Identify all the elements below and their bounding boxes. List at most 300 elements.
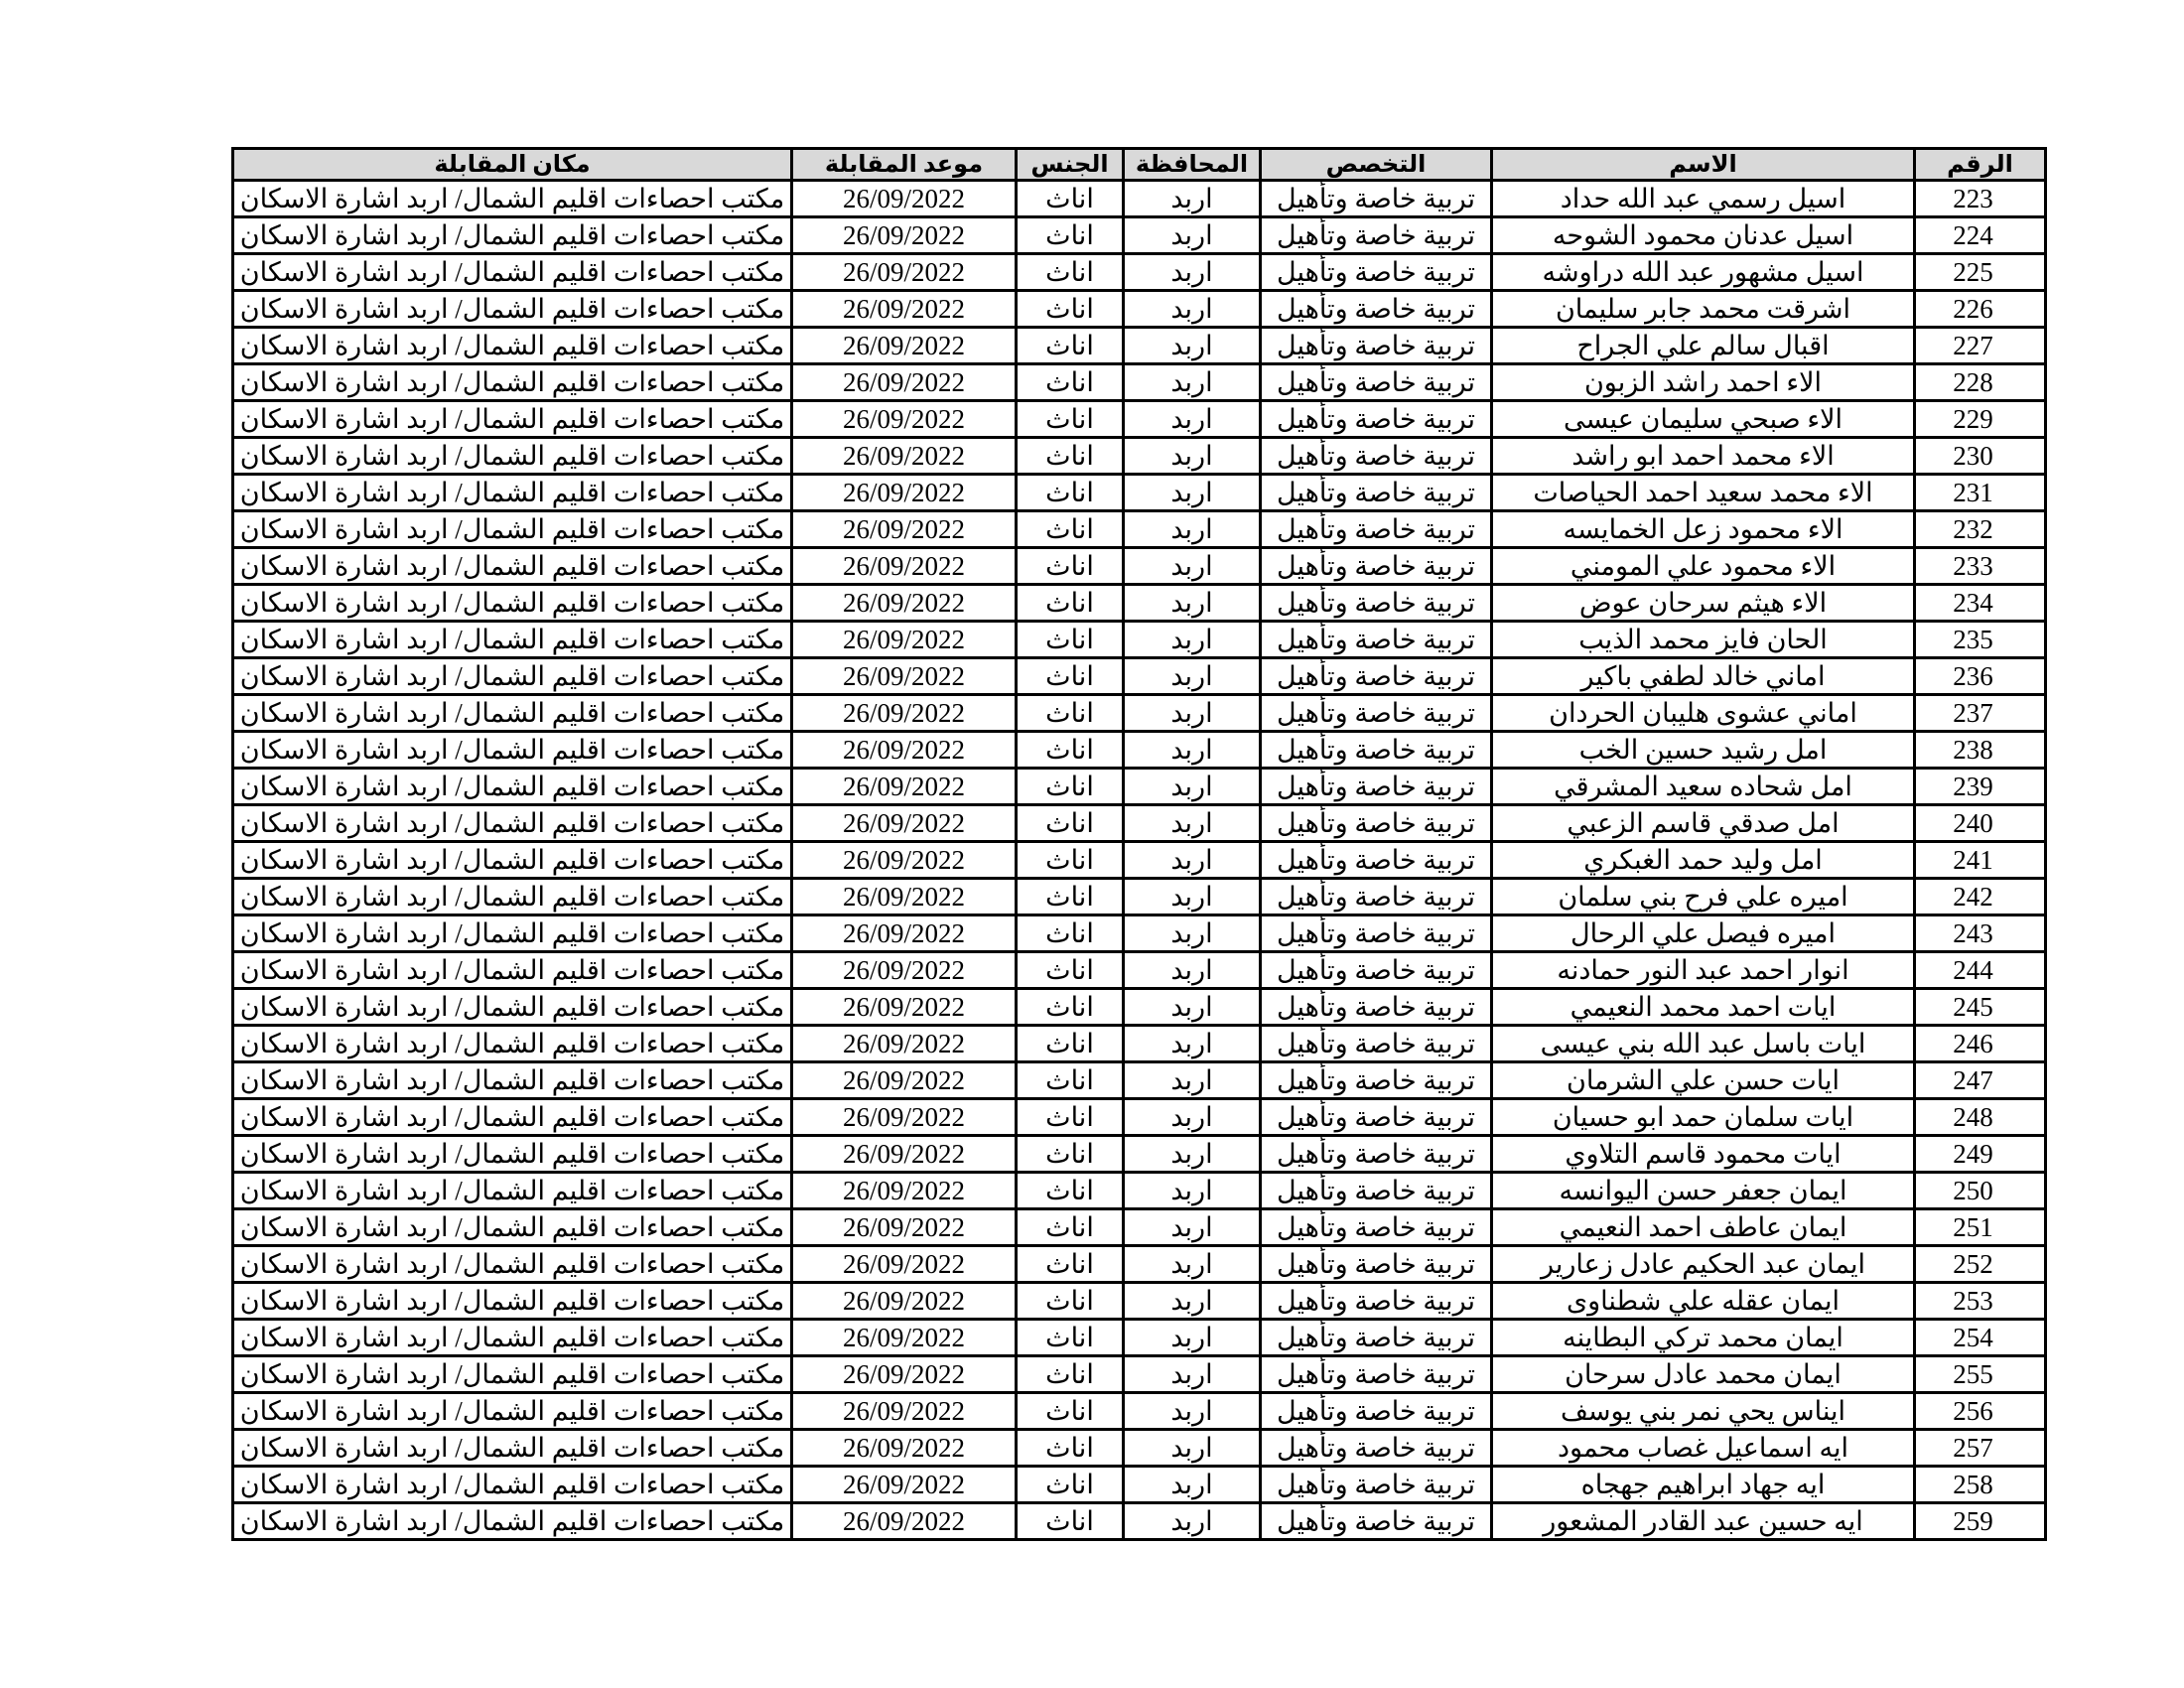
cell-date: 26/09/2022 bbox=[792, 1099, 1017, 1136]
table-row bbox=[233, 511, 2046, 548]
cell-date: 26/09/2022 bbox=[792, 328, 1017, 364]
cell-place: مكتب احصاءات اقليم الشمال/ اربد اشارة الاسكان bbox=[233, 1246, 792, 1283]
cell-governorate: اربد bbox=[1124, 879, 1261, 915]
cell-specialization: تربية خاصة وتأهيل bbox=[1261, 548, 1492, 585]
table-row bbox=[233, 1283, 2046, 1320]
cell-name: ايات حسن علي الشرمان bbox=[1492, 1062, 1915, 1099]
cell-place: مكتب احصاءات اقليم الشمال/ اربد اشارة الاسكان bbox=[233, 1209, 792, 1246]
cell-name: اشرقت محمد جابر سليمان bbox=[1492, 291, 1915, 328]
cell-number: 232 bbox=[1915, 511, 2046, 548]
cell-governorate: اربد bbox=[1124, 769, 1261, 805]
cell-name: اماني عشوى هليبان الحردان bbox=[1492, 695, 1915, 732]
cell-place: مكتب احصاءات اقليم الشمال/ اربد اشارة الاسكان bbox=[233, 732, 792, 769]
cell-gender: اناث bbox=[1017, 1320, 1124, 1356]
cell-date: 26/09/2022 bbox=[792, 1283, 1017, 1320]
table-row bbox=[233, 401, 2046, 438]
cell-name: الاء محمد سعيد احمد الحياصات bbox=[1492, 475, 1915, 511]
cell-governorate: اربد bbox=[1124, 952, 1261, 989]
cell-governorate: اربد bbox=[1124, 511, 1261, 548]
cell-place: مكتب احصاءات اقليم الشمال/ اربد اشارة الاسكان bbox=[233, 1136, 792, 1173]
cell-name: ايه حسين عبد القادر المشعور bbox=[1492, 1503, 1915, 1540]
cell-gender: اناث bbox=[1017, 989, 1124, 1026]
cell-governorate: اربد bbox=[1124, 1320, 1261, 1356]
cell-name: ايمان محمد تركي البطاينه bbox=[1492, 1320, 1915, 1356]
header-cell-number: الرقم bbox=[1915, 149, 2046, 181]
cell-number: 244 bbox=[1915, 952, 2046, 989]
cell-number: 239 bbox=[1915, 769, 2046, 805]
table-row bbox=[233, 1062, 2046, 1099]
cell-name: امل شحاده سعيد المشرقي bbox=[1492, 769, 1915, 805]
cell-governorate: اربد bbox=[1124, 1430, 1261, 1467]
cell-gender: اناث bbox=[1017, 1430, 1124, 1467]
cell-gender: اناث bbox=[1017, 1173, 1124, 1209]
cell-name: ايمان جعفر حسن اليوانسه bbox=[1492, 1173, 1915, 1209]
cell-place: مكتب احصاءات اقليم الشمال/ اربد اشارة الاسكان bbox=[233, 254, 792, 291]
cell-place: مكتب احصاءات اقليم الشمال/ اربد اشارة الاسكان bbox=[233, 695, 792, 732]
cell-specialization: تربية خاصة وتأهيل bbox=[1261, 254, 1492, 291]
table-row bbox=[233, 217, 2046, 254]
cell-number: 248 bbox=[1915, 1099, 2046, 1136]
cell-number: 227 bbox=[1915, 328, 2046, 364]
cell-number: 253 bbox=[1915, 1283, 2046, 1320]
cell-specialization: تربية خاصة وتأهيل bbox=[1261, 842, 1492, 879]
header-cell-name: الاسم bbox=[1492, 149, 1915, 181]
cell-date: 26/09/2022 bbox=[792, 1320, 1017, 1356]
cell-specialization: تربية خاصة وتأهيل bbox=[1261, 1026, 1492, 1062]
cell-date: 26/09/2022 bbox=[792, 364, 1017, 401]
cell-place: مكتب احصاءات اقليم الشمال/ اربد اشارة الاسكان bbox=[233, 879, 792, 915]
cell-gender: اناث bbox=[1017, 438, 1124, 475]
header-cell-specialization: التخصص bbox=[1261, 149, 1492, 181]
cell-governorate: اربد bbox=[1124, 622, 1261, 658]
cell-name: ايه اسماعيل غصاب محمود bbox=[1492, 1430, 1915, 1467]
cell-place: مكتب احصاءات اقليم الشمال/ اربد اشارة الاسكان bbox=[233, 805, 792, 842]
cell-specialization: تربية خاصة وتأهيل bbox=[1261, 438, 1492, 475]
table-row bbox=[233, 915, 2046, 952]
candidates-table bbox=[231, 147, 2047, 1541]
cell-date: 26/09/2022 bbox=[792, 511, 1017, 548]
cell-specialization: تربية خاصة وتأهيل bbox=[1261, 1209, 1492, 1246]
cell-specialization: تربية خاصة وتأهيل bbox=[1261, 401, 1492, 438]
cell-place: مكتب احصاءات اقليم الشمال/ اربد اشارة الاسكان bbox=[233, 181, 792, 217]
cell-date: 26/09/2022 bbox=[792, 658, 1017, 695]
cell-place: مكتب احصاءات اقليم الشمال/ اربد اشارة الاسكان bbox=[233, 842, 792, 879]
cell-date: 26/09/2022 bbox=[792, 842, 1017, 879]
cell-name: ايمان محمد عادل سرحان bbox=[1492, 1356, 1915, 1393]
cell-name: امل رشيد حسين الخب bbox=[1492, 732, 1915, 769]
table-row bbox=[233, 475, 2046, 511]
cell-specialization: تربية خاصة وتأهيل bbox=[1261, 1320, 1492, 1356]
table-row bbox=[233, 879, 2046, 915]
table-row bbox=[233, 1026, 2046, 1062]
cell-governorate: اربد bbox=[1124, 364, 1261, 401]
cell-gender: اناث bbox=[1017, 842, 1124, 879]
cell-governorate: اربد bbox=[1124, 732, 1261, 769]
cell-place: مكتب احصاءات اقليم الشمال/ اربد اشارة الاسكان bbox=[233, 1173, 792, 1209]
cell-governorate: اربد bbox=[1124, 1026, 1261, 1062]
cell-date: 26/09/2022 bbox=[792, 769, 1017, 805]
cell-gender: اناث bbox=[1017, 511, 1124, 548]
table-row bbox=[233, 622, 2046, 658]
cell-governorate: اربد bbox=[1124, 438, 1261, 475]
cell-governorate: اربد bbox=[1124, 585, 1261, 622]
cell-governorate: اربد bbox=[1124, 1246, 1261, 1283]
cell-number: 259 bbox=[1915, 1503, 2046, 1540]
cell-place: مكتب احصاءات اقليم الشمال/ اربد اشارة الاسكان bbox=[233, 622, 792, 658]
cell-specialization: تربية خاصة وتأهيل bbox=[1261, 622, 1492, 658]
cell-date: 26/09/2022 bbox=[792, 695, 1017, 732]
cell-date: 26/09/2022 bbox=[792, 1393, 1017, 1430]
cell-date: 26/09/2022 bbox=[792, 401, 1017, 438]
cell-date: 26/09/2022 bbox=[792, 1246, 1017, 1283]
cell-specialization: تربية خاصة وتأهيل bbox=[1261, 364, 1492, 401]
cell-number: 225 bbox=[1915, 254, 2046, 291]
table-row bbox=[233, 658, 2046, 695]
table-row bbox=[233, 805, 2046, 842]
cell-number: 255 bbox=[1915, 1356, 2046, 1393]
cell-name: اسيل رسمي عبد الله حداد bbox=[1492, 181, 1915, 217]
cell-gender: اناث bbox=[1017, 548, 1124, 585]
cell-name: ايات باسل عبد الله بني عيسى bbox=[1492, 1026, 1915, 1062]
table-row bbox=[233, 254, 2046, 291]
cell-specialization: تربية خاصة وتأهيل bbox=[1261, 181, 1492, 217]
cell-name: اماني خالد لطفي باكير bbox=[1492, 658, 1915, 695]
cell-name: انوار احمد عبد النور حمادنه bbox=[1492, 952, 1915, 989]
cell-place: مكتب احصاءات اقليم الشمال/ اربد اشارة الاسكان bbox=[233, 1320, 792, 1356]
table-row bbox=[233, 364, 2046, 401]
table-row bbox=[233, 585, 2046, 622]
cell-place: مكتب احصاءات اقليم الشمال/ اربد اشارة الاسكان bbox=[233, 291, 792, 328]
cell-gender: اناث bbox=[1017, 952, 1124, 989]
cell-name: ايناس يحي نمر بني يوسف bbox=[1492, 1393, 1915, 1430]
cell-date: 26/09/2022 bbox=[792, 622, 1017, 658]
cell-number: 226 bbox=[1915, 291, 2046, 328]
cell-specialization: تربية خاصة وتأهيل bbox=[1261, 1467, 1492, 1503]
cell-place: مكتب احصاءات اقليم الشمال/ اربد اشارة الاسكان bbox=[233, 401, 792, 438]
cell-specialization: تربية خاصة وتأهيل bbox=[1261, 915, 1492, 952]
cell-gender: اناث bbox=[1017, 364, 1124, 401]
cell-gender: اناث bbox=[1017, 1136, 1124, 1173]
cell-number: 241 bbox=[1915, 842, 2046, 879]
cell-gender: اناث bbox=[1017, 732, 1124, 769]
cell-gender: اناث bbox=[1017, 181, 1124, 217]
cell-date: 26/09/2022 bbox=[792, 254, 1017, 291]
cell-specialization: تربية خاصة وتأهيل bbox=[1261, 328, 1492, 364]
cell-specialization: تربية خاصة وتأهيل bbox=[1261, 1173, 1492, 1209]
header-cell-place: مكان المقابلة bbox=[233, 149, 792, 181]
table-row bbox=[233, 181, 2046, 217]
table-row bbox=[233, 842, 2046, 879]
cell-name: اسيل مشهور عبد الله دراوشه bbox=[1492, 254, 1915, 291]
cell-gender: اناث bbox=[1017, 475, 1124, 511]
cell-gender: اناث bbox=[1017, 585, 1124, 622]
cell-place: مكتب احصاءات اقليم الشمال/ اربد اشارة الاسكان bbox=[233, 585, 792, 622]
cell-number: 256 bbox=[1915, 1393, 2046, 1430]
cell-date: 26/09/2022 bbox=[792, 1356, 1017, 1393]
cell-specialization: تربية خاصة وتأهيل bbox=[1261, 732, 1492, 769]
cell-governorate: اربد bbox=[1124, 1283, 1261, 1320]
cell-specialization: تربية خاصة وتأهيل bbox=[1261, 952, 1492, 989]
table-row bbox=[233, 1356, 2046, 1393]
cell-place: مكتب احصاءات اقليم الشمال/ اربد اشارة الاسكان bbox=[233, 1356, 792, 1393]
cell-place: مكتب احصاءات اقليم الشمال/ اربد اشارة الاسكان bbox=[233, 1099, 792, 1136]
cell-specialization: تربية خاصة وتأهيل bbox=[1261, 769, 1492, 805]
cell-place: مكتب احصاءات اقليم الشمال/ اربد اشارة الاسكان bbox=[233, 548, 792, 585]
cell-gender: اناث bbox=[1017, 1246, 1124, 1283]
cell-specialization: تربية خاصة وتأهيل bbox=[1261, 1283, 1492, 1320]
cell-date: 26/09/2022 bbox=[792, 1173, 1017, 1209]
cell-specialization: تربية خاصة وتأهيل bbox=[1261, 1099, 1492, 1136]
cell-gender: اناث bbox=[1017, 695, 1124, 732]
cell-gender: اناث bbox=[1017, 1393, 1124, 1430]
cell-specialization: تربية خاصة وتأهيل bbox=[1261, 511, 1492, 548]
cell-gender: اناث bbox=[1017, 1209, 1124, 1246]
cell-date: 26/09/2022 bbox=[792, 989, 1017, 1026]
table-row bbox=[233, 328, 2046, 364]
cell-place: مكتب احصاءات اقليم الشمال/ اربد اشارة الاسكان bbox=[233, 1430, 792, 1467]
cell-name: الاء هيثم سرحان عوض bbox=[1492, 585, 1915, 622]
cell-gender: اناث bbox=[1017, 328, 1124, 364]
cell-specialization: تربية خاصة وتأهيل bbox=[1261, 989, 1492, 1026]
cell-gender: اناث bbox=[1017, 1062, 1124, 1099]
cell-specialization: تربية خاصة وتأهيل bbox=[1261, 879, 1492, 915]
cell-place: مكتب احصاءات اقليم الشمال/ اربد اشارة الاسكان bbox=[233, 475, 792, 511]
cell-date: 26/09/2022 bbox=[792, 1062, 1017, 1099]
cell-name: ايه جهاد ابراهيم جهجاه bbox=[1492, 1467, 1915, 1503]
cell-number: 234 bbox=[1915, 585, 2046, 622]
cell-governorate: اربد bbox=[1124, 217, 1261, 254]
cell-gender: اناث bbox=[1017, 1503, 1124, 1540]
cell-governorate: اربد bbox=[1124, 1099, 1261, 1136]
table-row bbox=[233, 989, 2046, 1026]
table-row bbox=[233, 1173, 2046, 1209]
cell-gender: اناث bbox=[1017, 915, 1124, 952]
cell-number: 246 bbox=[1915, 1026, 2046, 1062]
cell-date: 26/09/2022 bbox=[792, 732, 1017, 769]
cell-place: مكتب احصاءات اقليم الشمال/ اربد اشارة الاسكان bbox=[233, 1393, 792, 1430]
cell-name: ايمان عاطف احمد النعيمي bbox=[1492, 1209, 1915, 1246]
cell-specialization: تربية خاصة وتأهيل bbox=[1261, 805, 1492, 842]
cell-specialization: تربية خاصة وتأهيل bbox=[1261, 695, 1492, 732]
cell-date: 26/09/2022 bbox=[792, 1026, 1017, 1062]
cell-name: اسيل عدنان محمود الشوحه bbox=[1492, 217, 1915, 254]
cell-date: 26/09/2022 bbox=[792, 1467, 1017, 1503]
cell-number: 252 bbox=[1915, 1246, 2046, 1283]
cell-governorate: اربد bbox=[1124, 475, 1261, 511]
cell-governorate: اربد bbox=[1124, 548, 1261, 585]
cell-name: ايات محمود قاسم التلاوي bbox=[1492, 1136, 1915, 1173]
cell-date: 26/09/2022 bbox=[792, 1136, 1017, 1173]
cell-gender: اناث bbox=[1017, 291, 1124, 328]
cell-gender: اناث bbox=[1017, 1283, 1124, 1320]
cell-governorate: اربد bbox=[1124, 1173, 1261, 1209]
table-row bbox=[233, 1320, 2046, 1356]
cell-place: مكتب احصاءات اقليم الشمال/ اربد اشارة الاسكان bbox=[233, 915, 792, 952]
cell-number: 238 bbox=[1915, 732, 2046, 769]
cell-date: 26/09/2022 bbox=[792, 1209, 1017, 1246]
cell-specialization: تربية خاصة وتأهيل bbox=[1261, 658, 1492, 695]
table-row bbox=[233, 1209, 2046, 1246]
cell-number: 242 bbox=[1915, 879, 2046, 915]
cell-date: 26/09/2022 bbox=[792, 291, 1017, 328]
cell-specialization: تربية خاصة وتأهيل bbox=[1261, 1430, 1492, 1467]
cell-date: 26/09/2022 bbox=[792, 585, 1017, 622]
table-row bbox=[233, 1099, 2046, 1136]
cell-gender: اناث bbox=[1017, 879, 1124, 915]
cell-gender: اناث bbox=[1017, 1099, 1124, 1136]
cell-place: مكتب احصاءات اقليم الشمال/ اربد اشارة الاسكان bbox=[233, 1062, 792, 1099]
table-row bbox=[233, 1503, 2046, 1540]
cell-specialization: تربية خاصة وتأهيل bbox=[1261, 585, 1492, 622]
header-cell-governorate: المحافظة bbox=[1124, 149, 1261, 181]
table-row bbox=[233, 769, 2046, 805]
cell-place: مكتب احصاءات اقليم الشمال/ اربد اشارة الاسكان bbox=[233, 1026, 792, 1062]
cell-governorate: اربد bbox=[1124, 1209, 1261, 1246]
cell-date: 26/09/2022 bbox=[792, 915, 1017, 952]
cell-governorate: اربد bbox=[1124, 1503, 1261, 1540]
cell-governorate: اربد bbox=[1124, 401, 1261, 438]
cell-number: 235 bbox=[1915, 622, 2046, 658]
cell-date: 26/09/2022 bbox=[792, 1430, 1017, 1467]
cell-place: مكتب احصاءات اقليم الشمال/ اربد اشارة الاسكان bbox=[233, 217, 792, 254]
header-cell-gender: الجنس bbox=[1017, 149, 1124, 181]
cell-date: 26/09/2022 bbox=[792, 181, 1017, 217]
cell-date: 26/09/2022 bbox=[792, 438, 1017, 475]
cell-governorate: اربد bbox=[1124, 989, 1261, 1026]
table-row bbox=[233, 1136, 2046, 1173]
cell-name: ايمان عبد الحكيم عادل زعارير bbox=[1492, 1246, 1915, 1283]
table-row bbox=[233, 1430, 2046, 1467]
cell-number: 230 bbox=[1915, 438, 2046, 475]
cell-number: 254 bbox=[1915, 1320, 2046, 1356]
cell-number: 258 bbox=[1915, 1467, 2046, 1503]
cell-governorate: اربد bbox=[1124, 1467, 1261, 1503]
cell-number: 229 bbox=[1915, 401, 2046, 438]
cell-governorate: اربد bbox=[1124, 695, 1261, 732]
table-row bbox=[233, 695, 2046, 732]
cell-gender: اناث bbox=[1017, 658, 1124, 695]
cell-name: اميره فيصل علي الرحال bbox=[1492, 915, 1915, 952]
cell-governorate: اربد bbox=[1124, 805, 1261, 842]
cell-date: 26/09/2022 bbox=[792, 475, 1017, 511]
cell-specialization: تربية خاصة وتأهيل bbox=[1261, 475, 1492, 511]
table-header-row bbox=[233, 149, 2046, 181]
table-body bbox=[233, 181, 2046, 1540]
cell-name: امل صدقي قاسم الزعبي bbox=[1492, 805, 1915, 842]
cell-number: 247 bbox=[1915, 1062, 2046, 1099]
cell-date: 26/09/2022 bbox=[792, 217, 1017, 254]
cell-place: مكتب احصاءات اقليم الشمال/ اربد اشارة الاسكان bbox=[233, 1283, 792, 1320]
cell-governorate: اربد bbox=[1124, 1136, 1261, 1173]
cell-number: 224 bbox=[1915, 217, 2046, 254]
cell-name: اقبال سالم علي الجراح bbox=[1492, 328, 1915, 364]
cell-number: 223 bbox=[1915, 181, 2046, 217]
cell-date: 26/09/2022 bbox=[792, 548, 1017, 585]
cell-specialization: تربية خاصة وتأهيل bbox=[1261, 1393, 1492, 1430]
cell-specialization: تربية خاصة وتأهيل bbox=[1261, 1246, 1492, 1283]
cell-name: اميره علي فرح بني سلمان bbox=[1492, 879, 1915, 915]
cell-specialization: تربية خاصة وتأهيل bbox=[1261, 217, 1492, 254]
cell-place: مكتب احصاءات اقليم الشمال/ اربد اشارة الاسكان bbox=[233, 328, 792, 364]
cell-gender: اناث bbox=[1017, 217, 1124, 254]
cell-number: 237 bbox=[1915, 695, 2046, 732]
cell-date: 26/09/2022 bbox=[792, 805, 1017, 842]
cell-number: 257 bbox=[1915, 1430, 2046, 1467]
table-row bbox=[233, 1246, 2046, 1283]
cell-governorate: اربد bbox=[1124, 181, 1261, 217]
cell-place: مكتب احصاءات اقليم الشمال/ اربد اشارة الاسكان bbox=[233, 364, 792, 401]
cell-number: 233 bbox=[1915, 548, 2046, 585]
cell-number: 250 bbox=[1915, 1173, 2046, 1209]
cell-specialization: تربية خاصة وتأهيل bbox=[1261, 1503, 1492, 1540]
cell-place: مكتب احصاءات اقليم الشمال/ اربد اشارة الاسكان bbox=[233, 511, 792, 548]
cell-place: مكتب احصاءات اقليم الشمال/ اربد اشارة الاسكان bbox=[233, 769, 792, 805]
cell-date: 26/09/2022 bbox=[792, 952, 1017, 989]
cell-gender: اناث bbox=[1017, 401, 1124, 438]
cell-date: 26/09/2022 bbox=[792, 1503, 1017, 1540]
cell-place: مكتب احصاءات اقليم الشمال/ اربد اشارة الاسكان bbox=[233, 658, 792, 695]
cell-gender: اناث bbox=[1017, 622, 1124, 658]
cell-governorate: اربد bbox=[1124, 842, 1261, 879]
cell-number: 245 bbox=[1915, 989, 2046, 1026]
cell-gender: اناث bbox=[1017, 254, 1124, 291]
cell-number: 236 bbox=[1915, 658, 2046, 695]
cell-gender: اناث bbox=[1017, 1026, 1124, 1062]
cell-date: 26/09/2022 bbox=[792, 879, 1017, 915]
cell-specialization: تربية خاصة وتأهيل bbox=[1261, 1062, 1492, 1099]
table-row bbox=[233, 1467, 2046, 1503]
cell-name: ايات سلمان حمد ابو حسيان bbox=[1492, 1099, 1915, 1136]
header-cell-date: موعد المقابلة bbox=[792, 149, 1017, 181]
cell-gender: اناث bbox=[1017, 805, 1124, 842]
cell-name: ايمان عقله علي شطناوى bbox=[1492, 1283, 1915, 1320]
table-row bbox=[233, 291, 2046, 328]
cell-place: مكتب احصاءات اقليم الشمال/ اربد اشارة الاسكان bbox=[233, 1467, 792, 1503]
table-row bbox=[233, 732, 2046, 769]
cell-name: الاء صبحي سليمان عيسى bbox=[1492, 401, 1915, 438]
table-row bbox=[233, 1393, 2046, 1430]
cell-specialization: تربية خاصة وتأهيل bbox=[1261, 1356, 1492, 1393]
cell-name: الحان فايز محمد الذيب bbox=[1492, 622, 1915, 658]
cell-gender: اناث bbox=[1017, 1467, 1124, 1503]
cell-gender: اناث bbox=[1017, 1356, 1124, 1393]
cell-place: مكتب احصاءات اقليم الشمال/ اربد اشارة الاسكان bbox=[233, 438, 792, 475]
cell-number: 249 bbox=[1915, 1136, 2046, 1173]
cell-governorate: اربد bbox=[1124, 658, 1261, 695]
cell-governorate: اربد bbox=[1124, 1062, 1261, 1099]
cell-specialization: تربية خاصة وتأهيل bbox=[1261, 291, 1492, 328]
cell-place: مكتب احصاءات اقليم الشمال/ اربد اشارة الاسكان bbox=[233, 989, 792, 1026]
cell-number: 228 bbox=[1915, 364, 2046, 401]
cell-number: 240 bbox=[1915, 805, 2046, 842]
cell-gender: اناث bbox=[1017, 769, 1124, 805]
cell-name: الاء محمد احمد ابو راشد bbox=[1492, 438, 1915, 475]
cell-place: مكتب احصاءات اقليم الشمال/ اربد اشارة الاسكان bbox=[233, 1503, 792, 1540]
table-row bbox=[233, 952, 2046, 989]
cell-number: 243 bbox=[1915, 915, 2046, 952]
table-row bbox=[233, 438, 2046, 475]
cell-name: الاء محمود علي المومني bbox=[1492, 548, 1915, 585]
cell-governorate: اربد bbox=[1124, 915, 1261, 952]
cell-name: الاء احمد راشد الزبون bbox=[1492, 364, 1915, 401]
cell-number: 251 bbox=[1915, 1209, 2046, 1246]
cell-name: ايات احمد محمد النعيمي bbox=[1492, 989, 1915, 1026]
cell-governorate: اربد bbox=[1124, 1356, 1261, 1393]
cell-specialization: تربية خاصة وتأهيل bbox=[1261, 1136, 1492, 1173]
cell-governorate: اربد bbox=[1124, 1393, 1261, 1430]
cell-governorate: اربد bbox=[1124, 291, 1261, 328]
cell-name: الاء محمود زعل الخمايسه bbox=[1492, 511, 1915, 548]
